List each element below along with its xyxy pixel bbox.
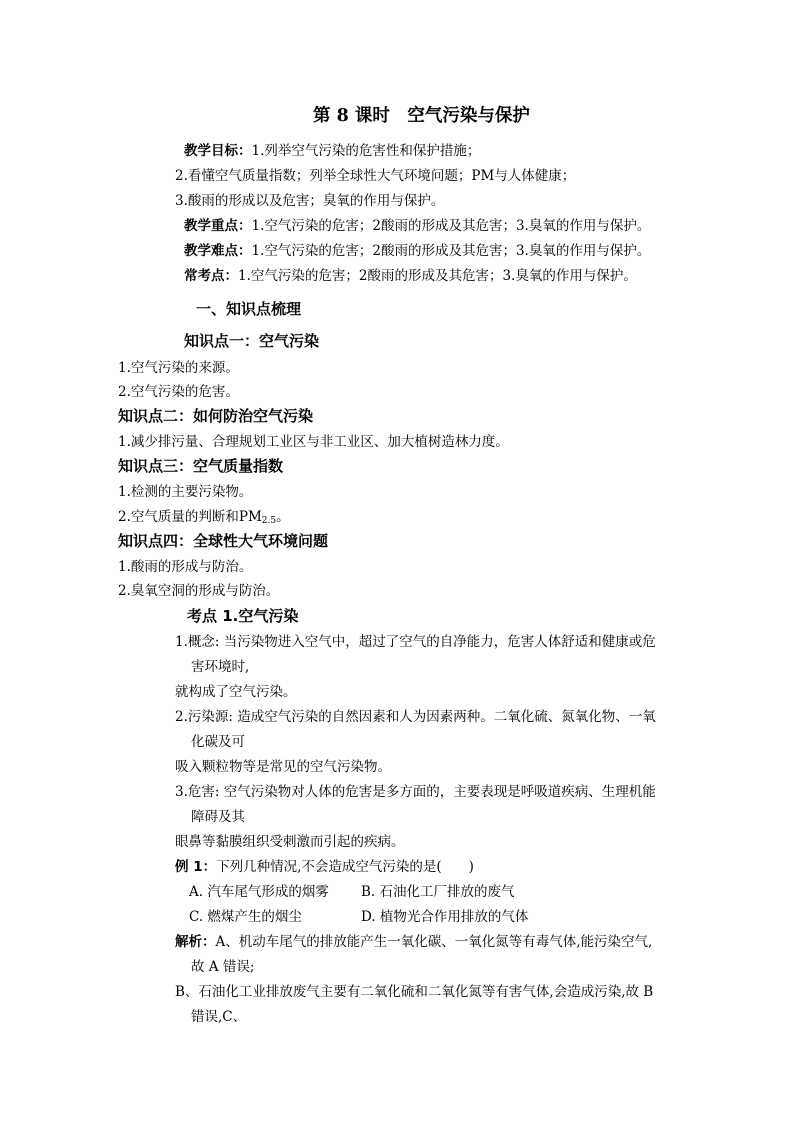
example-1-label: 例 1：: [175, 859, 217, 875]
page-title: 第 8 课时 空气污染与保护: [313, 106, 530, 126]
pm-subscript: 2.5: [261, 516, 277, 526]
knowledge-point-3-item-1: 1.检测的主要污染物。: [118, 484, 253, 500]
section-heading: 一、知识点梳理: [196, 300, 302, 318]
teaching-goals-line-1: [184, 141, 480, 161]
knowledge-point-2-item-1: 1.减少排污量、合理规划工业区与非工业区、加大植树造林力度。: [118, 434, 509, 450]
key-points-label: 教学重点：: [184, 218, 252, 234]
analysis-line-2: 故 A 错误;: [191, 959, 255, 975]
pm-suffix: 。: [276, 509, 290, 525]
harm-line-2: 障碍及其: [191, 809, 245, 825]
knowledge-point-2-heading: 知识点二：如何防治空气污染: [118, 407, 314, 425]
option-b: B. 石油化工厂排放的废气: [361, 884, 515, 900]
pm-text: 2.空气质量的判断和PM: [118, 509, 262, 525]
teaching-goals-label: 教学目标：: [184, 143, 252, 159]
analysis-line-3: B、石油化工业排放废气主要有二氧化硫和二氧化氮等有害气体,会造成污染,故 B: [175, 984, 654, 1000]
pollution-source-line-3: 吸入颗粒物等是常见的空气污染物。: [175, 759, 391, 775]
example-1-question: [175, 857, 474, 877]
key-points: [184, 216, 650, 236]
analysis-label: 解析：: [175, 934, 216, 950]
concept-line-2: 害环境时,: [191, 659, 250, 675]
difficult-points-text: 1.空气污染的危害；2酸雨的形成及其危害；3.臭氧的作用与保护。: [251, 243, 651, 259]
key-points-text: 1.空气污染的危害；2酸雨的形成及其危害；3.臭氧的作用与保护。: [251, 218, 651, 234]
knowledge-point-4-item-2: 2.臭氧空洞的形成与防治。: [118, 583, 280, 599]
option-c: C. 燃煤产生的烟尘: [189, 909, 302, 925]
knowledge-point-3-heading: 知识点三：空气质量指数: [118, 457, 284, 475]
concept-line-3: 就构成了空气污染。: [175, 684, 297, 700]
exam-points-text: 1.空气污染的危害；2酸雨的形成及其危害；3.臭氧的作用与保护。: [238, 268, 637, 284]
teaching-goals-line-3: 3.酸雨的形成以及危害；臭氧的作用与保护。: [175, 193, 445, 209]
knowledge-point-3-item-2: [118, 507, 290, 531]
teaching-goals-text-1: 1.列举空气污染的危害性和保护措施；: [251, 143, 481, 159]
option-d: D. 植物光合作用排放的气体: [361, 909, 529, 925]
knowledge-point-1-item-1: 1.空气污染的来源。: [118, 360, 239, 376]
harm-line-1: 3.危害: 空气污染物对人体的危害是多方面的，主要表现是呼吸道疾病、生理机能: [175, 784, 656, 800]
pollution-source-line-2: 化碳及可: [191, 734, 245, 750]
harm-line-3: 眼鼻等黏膜组织受刺激而引起的疾病。: [175, 834, 405, 850]
analysis-text-1: A、机动车尾气的排放能产生一氧化碳、一氧化氮等有毒气体,能污染空气,: [215, 934, 653, 950]
concept-line-1: 1.概念: 当污染物进入空气中，超过了空气的自净能力，危害人体舒适和健康或危: [175, 634, 656, 650]
teaching-goals-line-2: 2.看懂空气质量指数；列举全球性大气环境问题；PM与人体健康；: [175, 168, 576, 184]
exam-points: [184, 266, 637, 286]
pollution-source-line-1: 2.污染源: 造成空气污染的自然因素和人为因素两种。二氧化硫、氮氧化物、一氧: [175, 709, 656, 725]
exam-points-label: 常考点：: [184, 268, 238, 284]
knowledge-point-1-item-2: 2.空气污染的危害。: [118, 384, 239, 400]
option-a: A. 汽车尾气形成的烟雾: [189, 884, 329, 900]
difficult-points-label: 教学难点：: [184, 243, 252, 259]
example-1-text: 下列几种情况,不会造成空气污染的是( ): [216, 859, 474, 875]
difficult-points: [184, 241, 650, 261]
analysis-line-1: [175, 932, 652, 952]
knowledge-point-4-item-1: 1.酸雨的形成与防治。: [118, 559, 253, 575]
knowledge-point-1-heading: 知识点一：空气污染: [184, 332, 320, 350]
exam-point-1-heading: 考点 1.空气污染: [187, 607, 299, 625]
knowledge-point-4-heading: 知识点四：全球性大气环境问题: [118, 532, 329, 550]
analysis-line-4: 错误,C、: [191, 1009, 247, 1025]
